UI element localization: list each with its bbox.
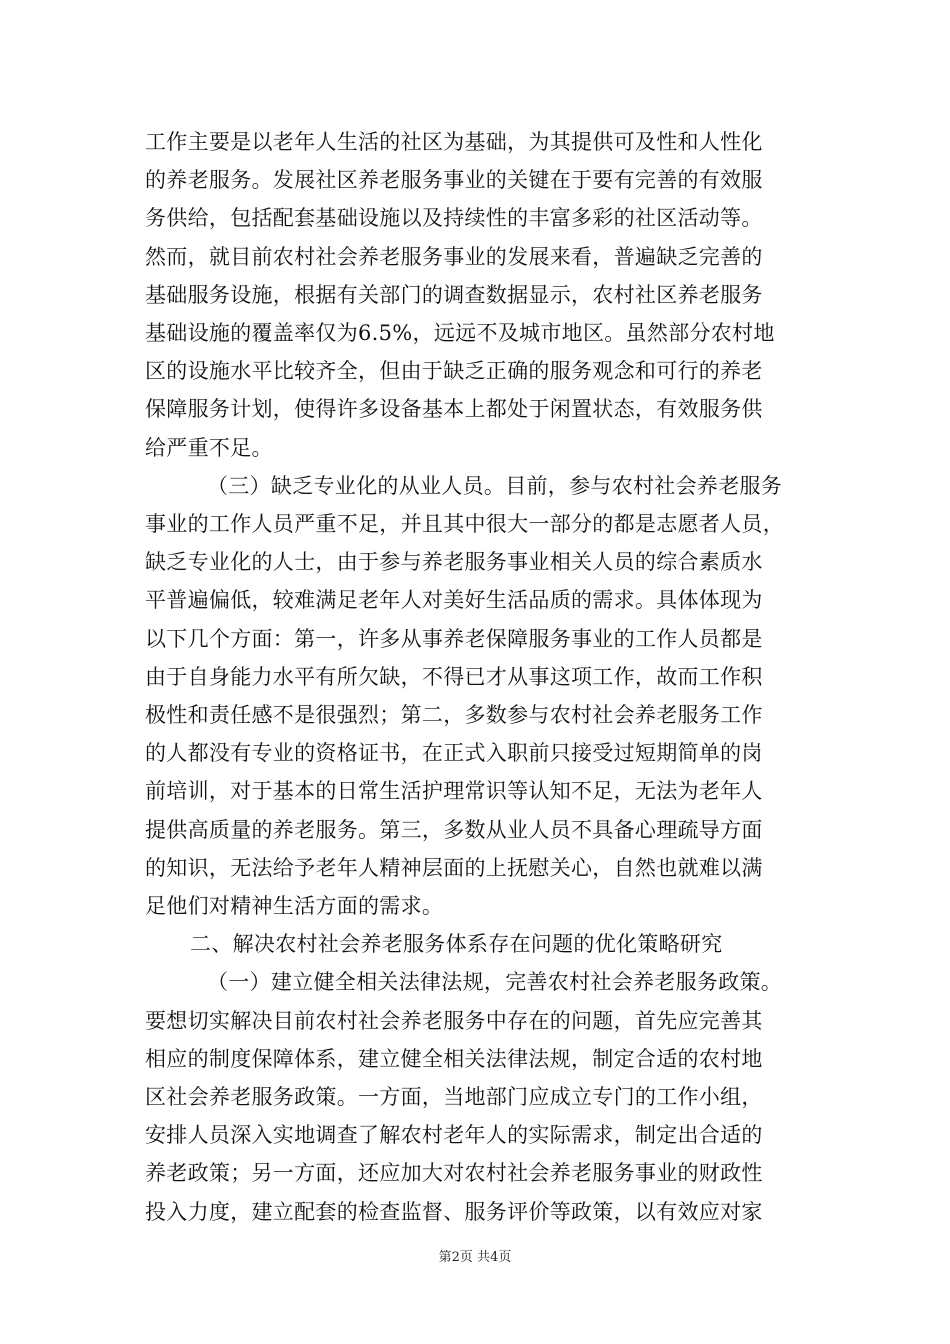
page-suffix: 页	[498, 1250, 512, 1265]
text-line: 二、解决农村社会养老服务体系存在问题的优化策略研究	[190, 932, 723, 957]
text-line: 务供给，包括配套基础设施以及持续性的丰富多彩的社区活动等。	[145, 206, 763, 231]
text-line: 的知识，无法给予老年人精神层面的上抚慰关心，自然也就难以满	[145, 855, 763, 880]
text-line: 足他们对精神生活方面的需求。	[145, 894, 444, 918]
text-line: 极性和责任感不是很强烈；第二，多数参与农村社会养老服务工作	[145, 703, 763, 727]
text-line: 给严重不足。	[145, 435, 273, 460]
text-line: （三）缺乏专业化的从业人员。目前，参与农村社会养老服务	[207, 473, 783, 498]
text-line: 要想切实解决目前农村社会养老服务中存在的问题，首先应完善其	[145, 1008, 763, 1033]
text-line: 保障服务计划，使得许多设备基本上都处于闲置状态，有效服务供	[145, 397, 763, 422]
text-line: 以下几个方面：第一，许多从事养老保障服务事业的工作人员都是	[145, 626, 763, 651]
text-line: 安排人员深入实地调查了解农村老年人的实际需求，制定出合适的	[145, 1123, 763, 1148]
page-total: 4	[490, 1250, 499, 1265]
text-line: 前培训，对于基本的日常生活护理常识等认知不足，无法为老年人	[145, 779, 763, 804]
text-line: 基础服务设施，根据有关部门的调查数据显示，农村社区养老服务	[145, 282, 763, 307]
text-line: 平普遍偏低，较难满足老年人对美好生活品质的需求。具体体现为	[145, 588, 763, 613]
text-line: （一）建立健全相关法律法规，完善农村社会养老服务政策。	[207, 970, 783, 995]
text-line: 工作主要是以老年人生活的社区为基础，为其提供可及性和人性化	[145, 130, 763, 154]
text-line: 事业的工作人员严重不足，并且其中很大一部分的都是志愿者人员，	[145, 512, 784, 536]
text-line: 区社会养老服务政策。一方面，当地部门应成立专门的工作小组，	[145, 1085, 763, 1109]
text-line: 投入力度，建立配套的检查监督、服务评价等政策，以有效应对家	[145, 1199, 763, 1224]
page-prefix: 第	[438, 1250, 452, 1265]
text-line: 提供高质量的养老服务。第三，多数从业人员不具备心理疏导方面	[145, 817, 763, 842]
text-line: 缺乏专业化的人士，由于参与养老服务事业相关人员的综合素质水	[145, 550, 763, 575]
text-line: 区的设施水平比较齐全，但由于缺乏正确的服务观念和可行的养老	[145, 359, 763, 384]
page-footer	[0, 1246, 950, 1265]
text-line: 基础设施的覆盖率仅为6.5%，远远不及城市地区。虽然部分农村地	[145, 321, 775, 345]
text-line: 的人都没有专业的资格证书，在正式入职前只接受过短期简单的岗	[145, 741, 763, 766]
text-line: 由于自身能力水平有所欠缺，不得已才从事这项工作，故而工作积	[145, 664, 763, 689]
text-line: 的养老服务。发展社区养老服务事业的关键在于要有完善的有效服	[145, 168, 763, 193]
text-line: 养老政策；另一方面，还应加大对农村社会养老服务事业的财政性	[145, 1161, 763, 1186]
text-line: 然而，就目前农村社会养老服务事业的发展来看，普遍缺乏完善的	[145, 244, 763, 269]
text-line: 相应的制度保障体系，建立健全相关法律法规，制定合适的农村地	[145, 1046, 763, 1071]
page-number: 2	[451, 1250, 460, 1265]
page-mid: 页 共	[459, 1250, 491, 1265]
